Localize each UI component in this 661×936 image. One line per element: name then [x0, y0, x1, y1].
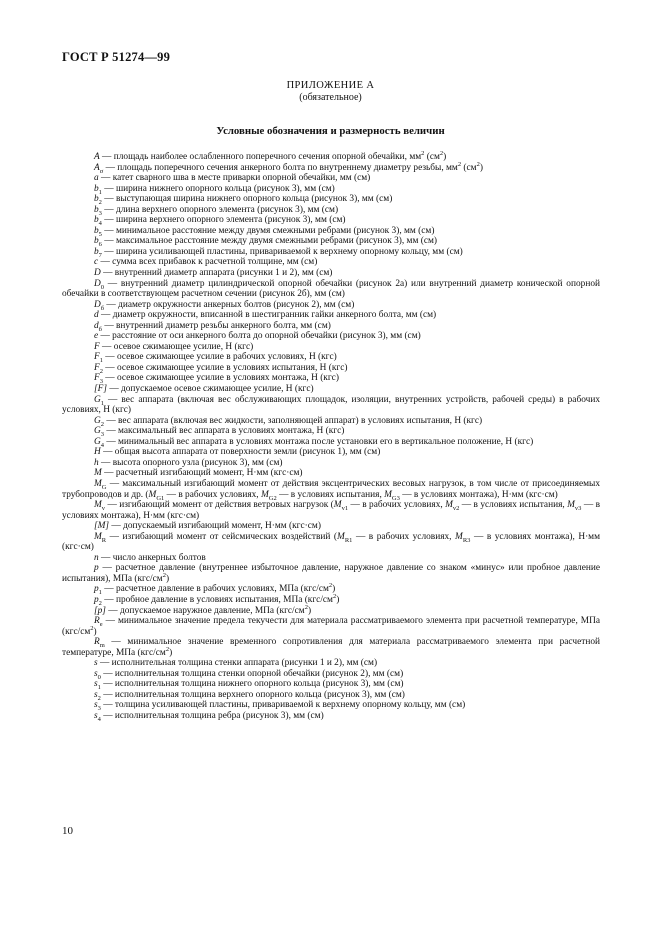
definition-text: — вес аппарата (включая вес обслуживающих площадок, изоляции, внутренних устройств, рабочей среды) в рабочих условиях, Н (кгс) [62, 394, 600, 416]
definition-item [62, 616, 600, 637]
definition-text: — толщина усиливающей пластины, привариваемой к верхнему опорному кольцу, мм (см) [100, 700, 466, 711]
definition-subscript: б [98, 325, 102, 333]
definition-text: — ширина нижнего опорного кольца (рисунок 3), мм (см) [101, 183, 335, 194]
definition-text: — расчетное давление в рабочих условиях, МПа $(кгс/см^2)$ [101, 582, 336, 595]
definition-text: — исполнительная толщина нижнего опорного кольца (рисунок 3), мм (см) [100, 679, 404, 690]
definition-text: — максимальное расстояние между двумя смежными ребрами (рисунок 3), мм (см) [101, 236, 437, 247]
definition-item [62, 321, 600, 332]
definition-text: — ширина верхнего опорного элемента (рисунок 3), мм (см) [101, 215, 346, 226]
definition-item [62, 458, 600, 469]
definition-text: — вес аппарата (включая вес жидкости, заполняющей аппарат) в условиях испытания, Н (кгс) [104, 415, 483, 426]
definition-symbol: b [94, 215, 99, 226]
definition-symbol: e [94, 331, 99, 342]
definition-symbol: A [94, 152, 100, 162]
definition-text: — максимальный изгибающий момент от действия эксцентрических весовых нагрузок, в том числе от присоединяемых трубопроводов и др. ($M_{G1}$ — в рабочих условиях, $M_{G2}$ — в условиях испытания, $M_{G3}$ — в условиях монтажа), Н·мм (кгс·см) [62, 478, 600, 502]
definition-text: — площадь поперечного сечения анкерного болта по внутреннему диаметру резьбы, $мм^2$ $(см^2)$ [103, 160, 483, 173]
definition-item [62, 553, 600, 564]
definition-symbol: [M] [94, 521, 110, 532]
definition-symbol: [p] [94, 605, 106, 616]
definition-text: — исполнительная толщина стенки опорной обечайки (рисунок 2), мм (см) [100, 668, 404, 679]
definition-symbol: D [94, 268, 101, 279]
definition-item [62, 603, 600, 617]
definition-symbol: p [94, 594, 99, 605]
definition-item [62, 331, 600, 342]
definition-subscript: σ [99, 167, 104, 175]
definition-symbol: b [94, 225, 99, 236]
definition-text: — минимальный вес аппарата в условиях монтажа после установки его в вертикальное положение, Н (кгс) [104, 436, 534, 447]
definition-symbol: [F] [94, 384, 107, 395]
definition-item [62, 268, 600, 279]
definition-symbol: b [94, 236, 99, 247]
definition-item [62, 173, 600, 184]
definition-text: — расчетный изгибающий момент, Н·мм (кгс·см) [101, 468, 303, 479]
definition-item [62, 194, 600, 205]
definition-symbol: G [94, 426, 101, 437]
definition-symbol: d [94, 320, 99, 331]
definition-subscript: 1 [100, 399, 104, 407]
definition-item [62, 184, 600, 195]
definition-item [62, 592, 600, 607]
definition-item [62, 690, 600, 701]
definition-subscript: 3 [98, 209, 102, 217]
section-title: Условные обозначения и размерность величин [216, 125, 445, 137]
page-number: 10 [62, 825, 73, 837]
definition-item [62, 300, 600, 311]
definition-subscript: 4 [98, 220, 102, 228]
definition-text: — исполнительная толщина ребра (рисунок 3), мм (см) [100, 710, 324, 721]
definition-subscript: 2 [98, 199, 102, 207]
definition-item [62, 669, 600, 680]
definition-symbol: s [94, 689, 98, 700]
definition-subscript: б [100, 304, 105, 312]
definition-text: — число анкерных болтов [98, 552, 206, 563]
definition-symbol: h [94, 457, 99, 468]
definition-subscript: 2 [99, 367, 103, 375]
appendix-title: ПРИЛОЖЕНИЕ А [286, 80, 375, 91]
definition-text: — катет сварного шва в месте приварки опорной обечайки, мм (см) [98, 173, 371, 184]
definition-subscript: 3 [100, 431, 104, 439]
definition-item [62, 342, 600, 353]
definition-subscript: 5 [98, 230, 102, 238]
definition-text: — диаметр окружности, вписанной в шестигранник гайки анкерного болта, мм (см) [98, 310, 437, 321]
definition-item [62, 247, 600, 258]
definition-item [62, 310, 600, 321]
definition-symbol: n [94, 552, 99, 563]
definition-item [62, 521, 600, 532]
definition-text: — площадь наиболее ослабленного поперечного сечения опорной обечайки, $мм^2$ $(см^2)$ [99, 149, 447, 162]
definition-item [62, 226, 600, 237]
definition-symbol: s [94, 668, 98, 679]
definition-text: — ширина усиливающей пластины, привариваемой к верхнему опорному кольцу, мм (см) [101, 246, 463, 257]
appendix-status: (обязательное) [299, 92, 362, 103]
definition-symbol: H [94, 447, 101, 458]
definition-symbol: M [94, 500, 102, 511]
definition-symbol: c [94, 257, 99, 268]
definition-text: — максимальный вес аппарата в условиях монтажа, Н (кгс) [104, 426, 345, 437]
definition-symbol: F [94, 352, 100, 363]
definition-item [62, 257, 600, 268]
definition-item [62, 373, 600, 384]
definition-item [62, 500, 600, 521]
definition-symbol: R [94, 616, 100, 627]
definition-text: — минимальное значение предела текучести для материала рассматриваемого элемента при расчетной температуре, МПа $(кгс/см^2)$ [62, 616, 600, 637]
definition-symbol: s [94, 679, 98, 690]
definition-text: — осевое сжимающее усилие в рабочих условиях, Н (кгс) [102, 352, 337, 363]
definition-subscript: 0 [100, 283, 104, 291]
definition-text: — внутренний диаметр цилиндрической опорной обечайки (рисунок 2а) или внутренний диаметр конической опорной обечайки в соответствующем расчетном сечении (рисунок 2б), мм (см) [62, 278, 600, 300]
definition-item [62, 584, 600, 595]
definition-symbol: M [94, 468, 102, 479]
definition-item [62, 160, 600, 175]
definition-item [62, 279, 600, 300]
definition-text: — исполнительная толщина стенки аппарата (рисунки 1 и 2), мм (см) [97, 658, 378, 669]
definition-item [62, 215, 600, 226]
definition-subscript: 6 [98, 241, 102, 249]
definition-text: — диаметр окружности анкерных болтов (рисунок 2), мм (см) [104, 299, 355, 310]
definition-text: — расстояние от оси анкерного болта до опорной обечайки (рисунок 3), мм (см) [98, 331, 421, 342]
definition-subscript: 4 [97, 715, 101, 723]
definition-subscript: R [101, 536, 107, 544]
definition-text: — минимальное значение временного сопротивления для материала рассматриваемого элемента при расчетной температуре, МПа $(кгс/см^2)$ [62, 637, 600, 658]
definition-item [62, 468, 600, 479]
definition-item [62, 711, 600, 722]
definition-subscript: m [99, 642, 105, 650]
definition-symbol: F [94, 362, 100, 373]
definition-item [62, 447, 600, 458]
definition-subscript: 1 [98, 589, 102, 597]
definition-symbol: F [94, 341, 100, 352]
definition-item [62, 700, 600, 711]
definition-text: — общая высота аппарата от поверхности земли (рисунок 1), мм (см) [100, 447, 381, 458]
definition-symbol: M [94, 531, 102, 542]
definition-symbol: G [94, 436, 101, 447]
definition-text: — осевое сжимающее усилие в условиях испытания, Н (кгс) [102, 362, 348, 373]
definition-text: — допускаемое осевое сжимающее усилие, Н (кгс) [106, 384, 314, 395]
definition-symbol: F [94, 373, 100, 384]
definition-symbol: b [94, 246, 99, 257]
definition-text: — длина верхнего опорного элемента (рисунок 3), мм (см) [101, 204, 339, 215]
definition-symbol: a [94, 173, 99, 184]
definition-text: — исполнительная толщина верхнего опорного кольца (рисунок 3), мм (см) [100, 689, 405, 700]
definition-symbol: b [94, 194, 99, 205]
definition-text: — осевое сжимающее усилие, Н (кгс) [99, 341, 254, 352]
definition-symbol: D [94, 278, 101, 289]
definition-subscript: 2 [98, 599, 102, 607]
definition-text: — сумма всех прибавок к расчетной толщине, мм (см) [98, 257, 318, 268]
definition-text: — пробное давление в условиях испытания, МПа $(кгс/см^2)$ [101, 592, 340, 605]
definition-symbol: R [94, 637, 100, 648]
definition-subscript: 1 [98, 188, 102, 196]
definition-subscript: v [101, 504, 106, 512]
definition-symbol: s [94, 658, 98, 669]
definition-symbol: M [94, 478, 102, 489]
definition-text: — изгибающий момент от сейсмических воздействий ($M_{R1}$ — в рабочих условиях, $M_{R3}$ — в условиях монтажа), Н·мм (кгс·см) [62, 531, 601, 553]
definition-symbol: b [94, 204, 99, 215]
definition-item [62, 352, 600, 363]
definition-subscript: 2 [97, 694, 101, 702]
definition-item [62, 563, 600, 584]
definition-item [62, 205, 600, 216]
definition-item [62, 395, 600, 416]
definition-subscript: 3 [99, 378, 103, 386]
definition-item [62, 363, 600, 374]
definition-subscript: 1 [97, 684, 101, 692]
definition-item [62, 416, 600, 427]
definition-subscript: G [101, 483, 107, 491]
definition-subscript: 1 [99, 357, 103, 365]
definition-symbol: s [94, 700, 98, 711]
definition-item [62, 149, 600, 163]
document-code: ГОСТ Р 51274—99 [62, 50, 171, 64]
definition-item [62, 679, 600, 690]
definition-item [62, 384, 600, 395]
definition-symbol: p [94, 584, 99, 595]
definition-symbol: p [94, 563, 99, 574]
definition-text: — минимальное расстояние между двумя смежными ребрами (рисунок 3), мм (см) [101, 225, 435, 236]
definition-subscript: 3 [97, 705, 101, 713]
definition-symbol: A [94, 162, 100, 173]
definition-subscript: 4 [100, 441, 104, 449]
definition-subscript: e [99, 620, 103, 628]
definition-text: — осевое сжимающее усилие в условиях монтажа, Н (кгс) [102, 373, 339, 384]
definition-item [62, 479, 600, 500]
definition-symbol: D [94, 299, 101, 310]
definition-symbol: b [94, 183, 99, 194]
definition-text: — внутренний диаметр аппарата (рисунки 1 и 2), мм (см) [100, 268, 333, 279]
definition-text: — допускаемый изгибающий момент, Н·мм (кгс·см) [109, 521, 321, 532]
definition-item [62, 236, 600, 247]
definition-text: — внутренний диаметр резьбы анкерного болта, мм (см) [101, 320, 331, 331]
definition-text: — допускаемое наружное давление, МПа $(кгс/см^2)$ [105, 603, 312, 616]
definition-symbol: s [94, 710, 98, 721]
definition-text: — выступающая ширина нижнего опорного кольца (рисунок 3), мм (см) [101, 194, 393, 205]
definition-text: — изгибающий момент от действия ветровых нагрузок ($M_{v1}$ — в рабочих условиях, $M_{v2}$ — в условиях испытания, $M_{v3}$ — в условиях монтажа), Н·мм (кгс·см) [62, 500, 600, 521]
definition-subscript: 0 [97, 673, 101, 681]
definition-item [62, 532, 600, 553]
definition-text: — расчетное давление (внутреннее избыточное давление, наружное давление со знаком «минус» или пробное давление испытания), МПа $(кгс/см^2)$ [62, 563, 600, 584]
definition-item [62, 426, 600, 437]
definition-item [62, 437, 600, 448]
definition-subscript: 7 [98, 251, 102, 259]
definitions-list [62, 149, 601, 723]
definition-symbol: G [94, 394, 101, 405]
definition-item [62, 637, 600, 658]
definition-subscript: 2 [100, 420, 104, 428]
definition-symbol: d [94, 310, 99, 321]
definition-text: — высота опорного узла (рисунок 3), мм (см) [98, 457, 283, 468]
definition-symbol: G [94, 415, 101, 426]
definition-item [62, 658, 600, 669]
